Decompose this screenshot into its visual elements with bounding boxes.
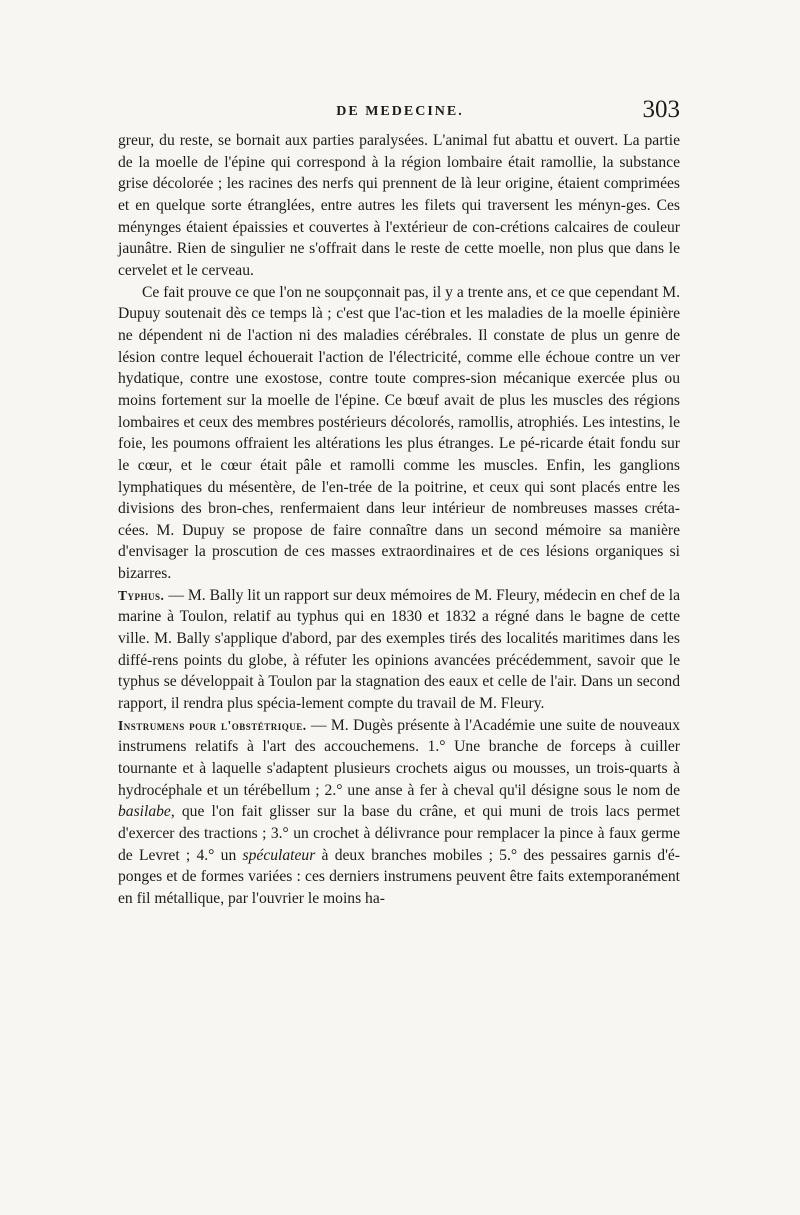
- running-head-title: DE MEDECINE.: [336, 104, 464, 119]
- page-number: 303: [642, 96, 680, 123]
- running-head: [120, 98, 680, 128]
- paragraph-instrumens-text-3: à deux branches mobiles ; 5.° des pessaires garnis d'é-ponges et de formes variées : ces derniers instrumens peuvent être faits extemporanément en fil métallique, par l'ouvrier le moins ha-: [118, 846, 680, 907]
- paragraph-typhus-text: — M. Bally lit un rapport sur deux mémoires de M. Fleury, médecin en chef de la marine à Toulon, relatif au typhus qui en 1830 et 1832 a régné dans le bagne de cette ville. M. Bally s'applique d'abord, par des exemples tirés des localités maritimes dans les diffé-rens points du globe, à réfuter les opinions avancées précédemment, savoir que le typhus se développait à Toulon par la stagnation des eaux et celle de l'air. Dans un second rapport, il rendra plus spécia-lement compte du travail de M. Fleury.: [118, 586, 680, 713]
- term-basilabe: basilabe: [118, 803, 171, 821]
- paragraph-typhus: [118, 585, 680, 715]
- paragraph-2: [118, 282, 680, 585]
- paragraph-2-text: Ce fait prouve ce que l'on ne soupçonnait pas, il y a trente ans, et ce que cependant M. Dupuy soutenait dès ce temps là ; c'est que l'ac-tion et les maladies de la moelle épinière ne dépendent ni de l'action ni des maladies cérébrales. Il constate de plus un genre de lésion contre lequel échouerait l'action de l'électricité, comme elle échoue contre un ver hydatique, contre une exostose, contre toute compres-sion mécanique exercée plus ou moins fortement sur la moelle de l'épine. Ce bœuf avait de plus les muscles des régions lombaires et ceux des membres postérieurs décolorés, ramollis, atrophiés. Les intestins, le foie, les poumons offraient les altérations les plus étranges. Le pé-ricarde était fondu sur le cœur, et le cœur était pâle et ramolli comme les muscles. Enfin, les ganglions lymphatiques du mésentère, de l'en-trée de la poitrine, et ceux qui sont placés entre les divisions des bron-ches, renfermaient dans leur intérieur de nombreuses masses créta-cées. M. Dupuy se propose de faire connaître dans un second mémoire sa manière d'envisager la proscution de ces masses extraordinaires et de ces lésions organiques si bizarres.: [118, 283, 680, 583]
- paragraph-1: [118, 130, 680, 282]
- paragraph-instrumens-text-2: , que l'on fait glisser sur la base du crâne, et qui muni de trois lacs permet d'exercer des tractions ; 3.° un crochet à délivrance pour remplacer la pince à faux germe de Levret ; 4.° un: [118, 803, 680, 864]
- paragraph-instrumens-text-1: — M. Dugès présente à l'Académie une suite de nouveaux instrumens relatifs à l'art des accouchemens. 1.° Une branche de forceps à cuiller tournante et à laquelle s'adaptent plusieurs crochets aigus ou mousses, un trois-quarts à hydrocéphale et un térébellum ; 2.° une anse à fer à cheval qu'il désigne sous le nom de: [118, 716, 680, 799]
- term-speculateur: spéculateur: [242, 846, 316, 864]
- body-text: [118, 130, 680, 910]
- paragraph-1-text: greur, du reste, se bornait aux parties paralysées. L'animal fut abattu et ouvert. La partie de la moelle de l'épine qui correspond à la région lombaire était ramollie, la substance grise décolorée ; les racines des nerfs qui prennent de là leur origine, étaient comprimées et en quelque sorte étranglées, entre autres les filets qui traversent les ményn-ges. Ces ménynges étaient épaissies et couvertes à l'extérieur de con-crétions calcaires de couleur jaunâtre. Rien de singulier ne s'offrait dans le reste de cette moelle, non plus que dans le cervelet et le cerveau.: [118, 132, 680, 279]
- section-heading-typhus: Typhus.: [118, 587, 165, 603]
- paragraph-instrumens: [118, 715, 680, 910]
- section-heading-instrumens: Instrumens pour l'obstétrique.: [118, 717, 307, 733]
